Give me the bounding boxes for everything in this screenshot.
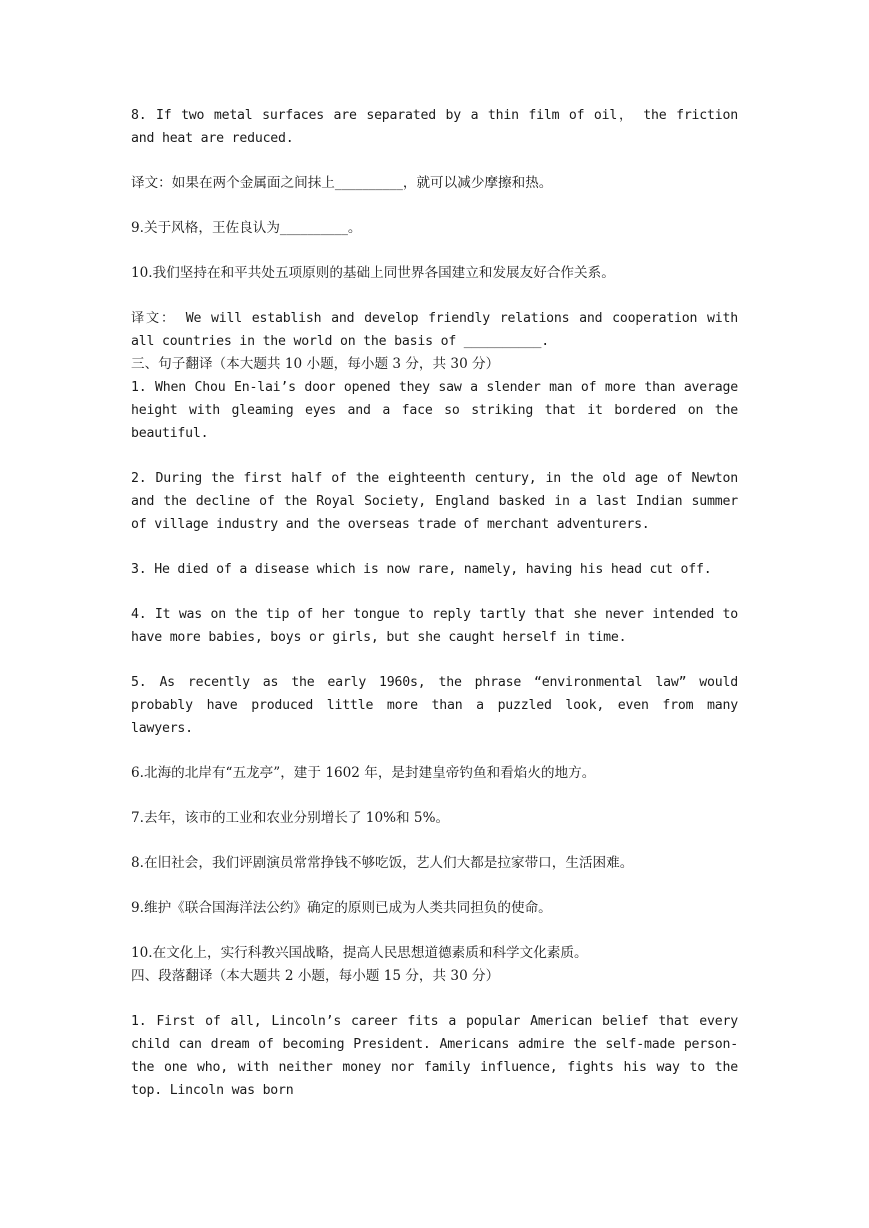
sentence-item: 2. During the first half of the eighteenth century, in the old age of Newton and the decline of the Royal Society, England basked in a last Indian summer of village industry and the overseas trade of merchant adventurers.: [131, 471, 738, 532]
paragraph-item: 1. First of all, Lincoln’s career fits a popular American belief that every child can dream of becoming President. Americans admire the self-made person-the one who, with neither money nor family influence, fights his way to the top. Lincoln was born: [131, 1014, 738, 1098]
document-page: [131, 104, 738, 1102]
sentence-item: 1. When Chou En-lai’s door opened they saw a slender man of more than average height with gleaming eyes and a face so striking that it bordered on the beautiful.: [131, 380, 738, 441]
question-8-translation: 译文：如果在两个金属面之间抹上__________，就可以减少摩擦和热。: [131, 175, 553, 191]
sentence-item: 4. It was on the tip of her tongue to reply tartly that she never intended to have more babies, boys or girls, but she caught herself in time.: [131, 607, 738, 645]
sentence-item: 8.在旧社会，我们评剧演员常常挣钱不够吃饭，艺人们大都是拉家带口，生活困难。: [131, 855, 634, 871]
section-4-heading: 四、段落翻译（本大题共 2 小题，每小题 15 分，共 30 分）: [131, 968, 500, 984]
sentence-item: 9.维护《联合国海洋法公约》确定的原则已成为人类共同担负的使命。: [131, 900, 552, 916]
sentence-item: 5. As recently as the early 1960s, the phrase “environmental law” would probably have produced little more than a puzzled look, even from many lawyers.: [131, 675, 738, 736]
question-10-chinese: 10.我们坚持在和平共处五项原则的基础上同世界各国建立和发展友好合作关系。: [131, 265, 615, 281]
sentence-item: 6.北海的北岸有“五龙亭”，建于 1602 年，是封建皇帝钓鱼和看焰火的地方。: [131, 765, 596, 781]
sentence-item: 10.在文化上，实行科教兴国战略，提高人民思想道德素质和科学文化素质。: [131, 945, 588, 961]
question-8-english: 8. If two metal surfaces are separated by a thin film of oil， the friction and heat are reduced.: [131, 108, 738, 146]
sentence-item: 7.去年，该市的工业和农业分别增长了 10%和 5%。: [131, 810, 450, 826]
question-10-translation: 译文： We will establish and develop friendly relations and cooperation with all countries in the world on the basis of __________.: [131, 311, 738, 349]
question-9: 9.关于风格，王佐良认为__________。: [131, 220, 362, 236]
section-3-heading: 三、句子翻译（本大题共 10 小题，每小题 3 分，共 30 分）: [131, 356, 500, 372]
sentence-item: 3. He died of a disease which is now rare, namely, having his head cut off.: [131, 562, 712, 577]
